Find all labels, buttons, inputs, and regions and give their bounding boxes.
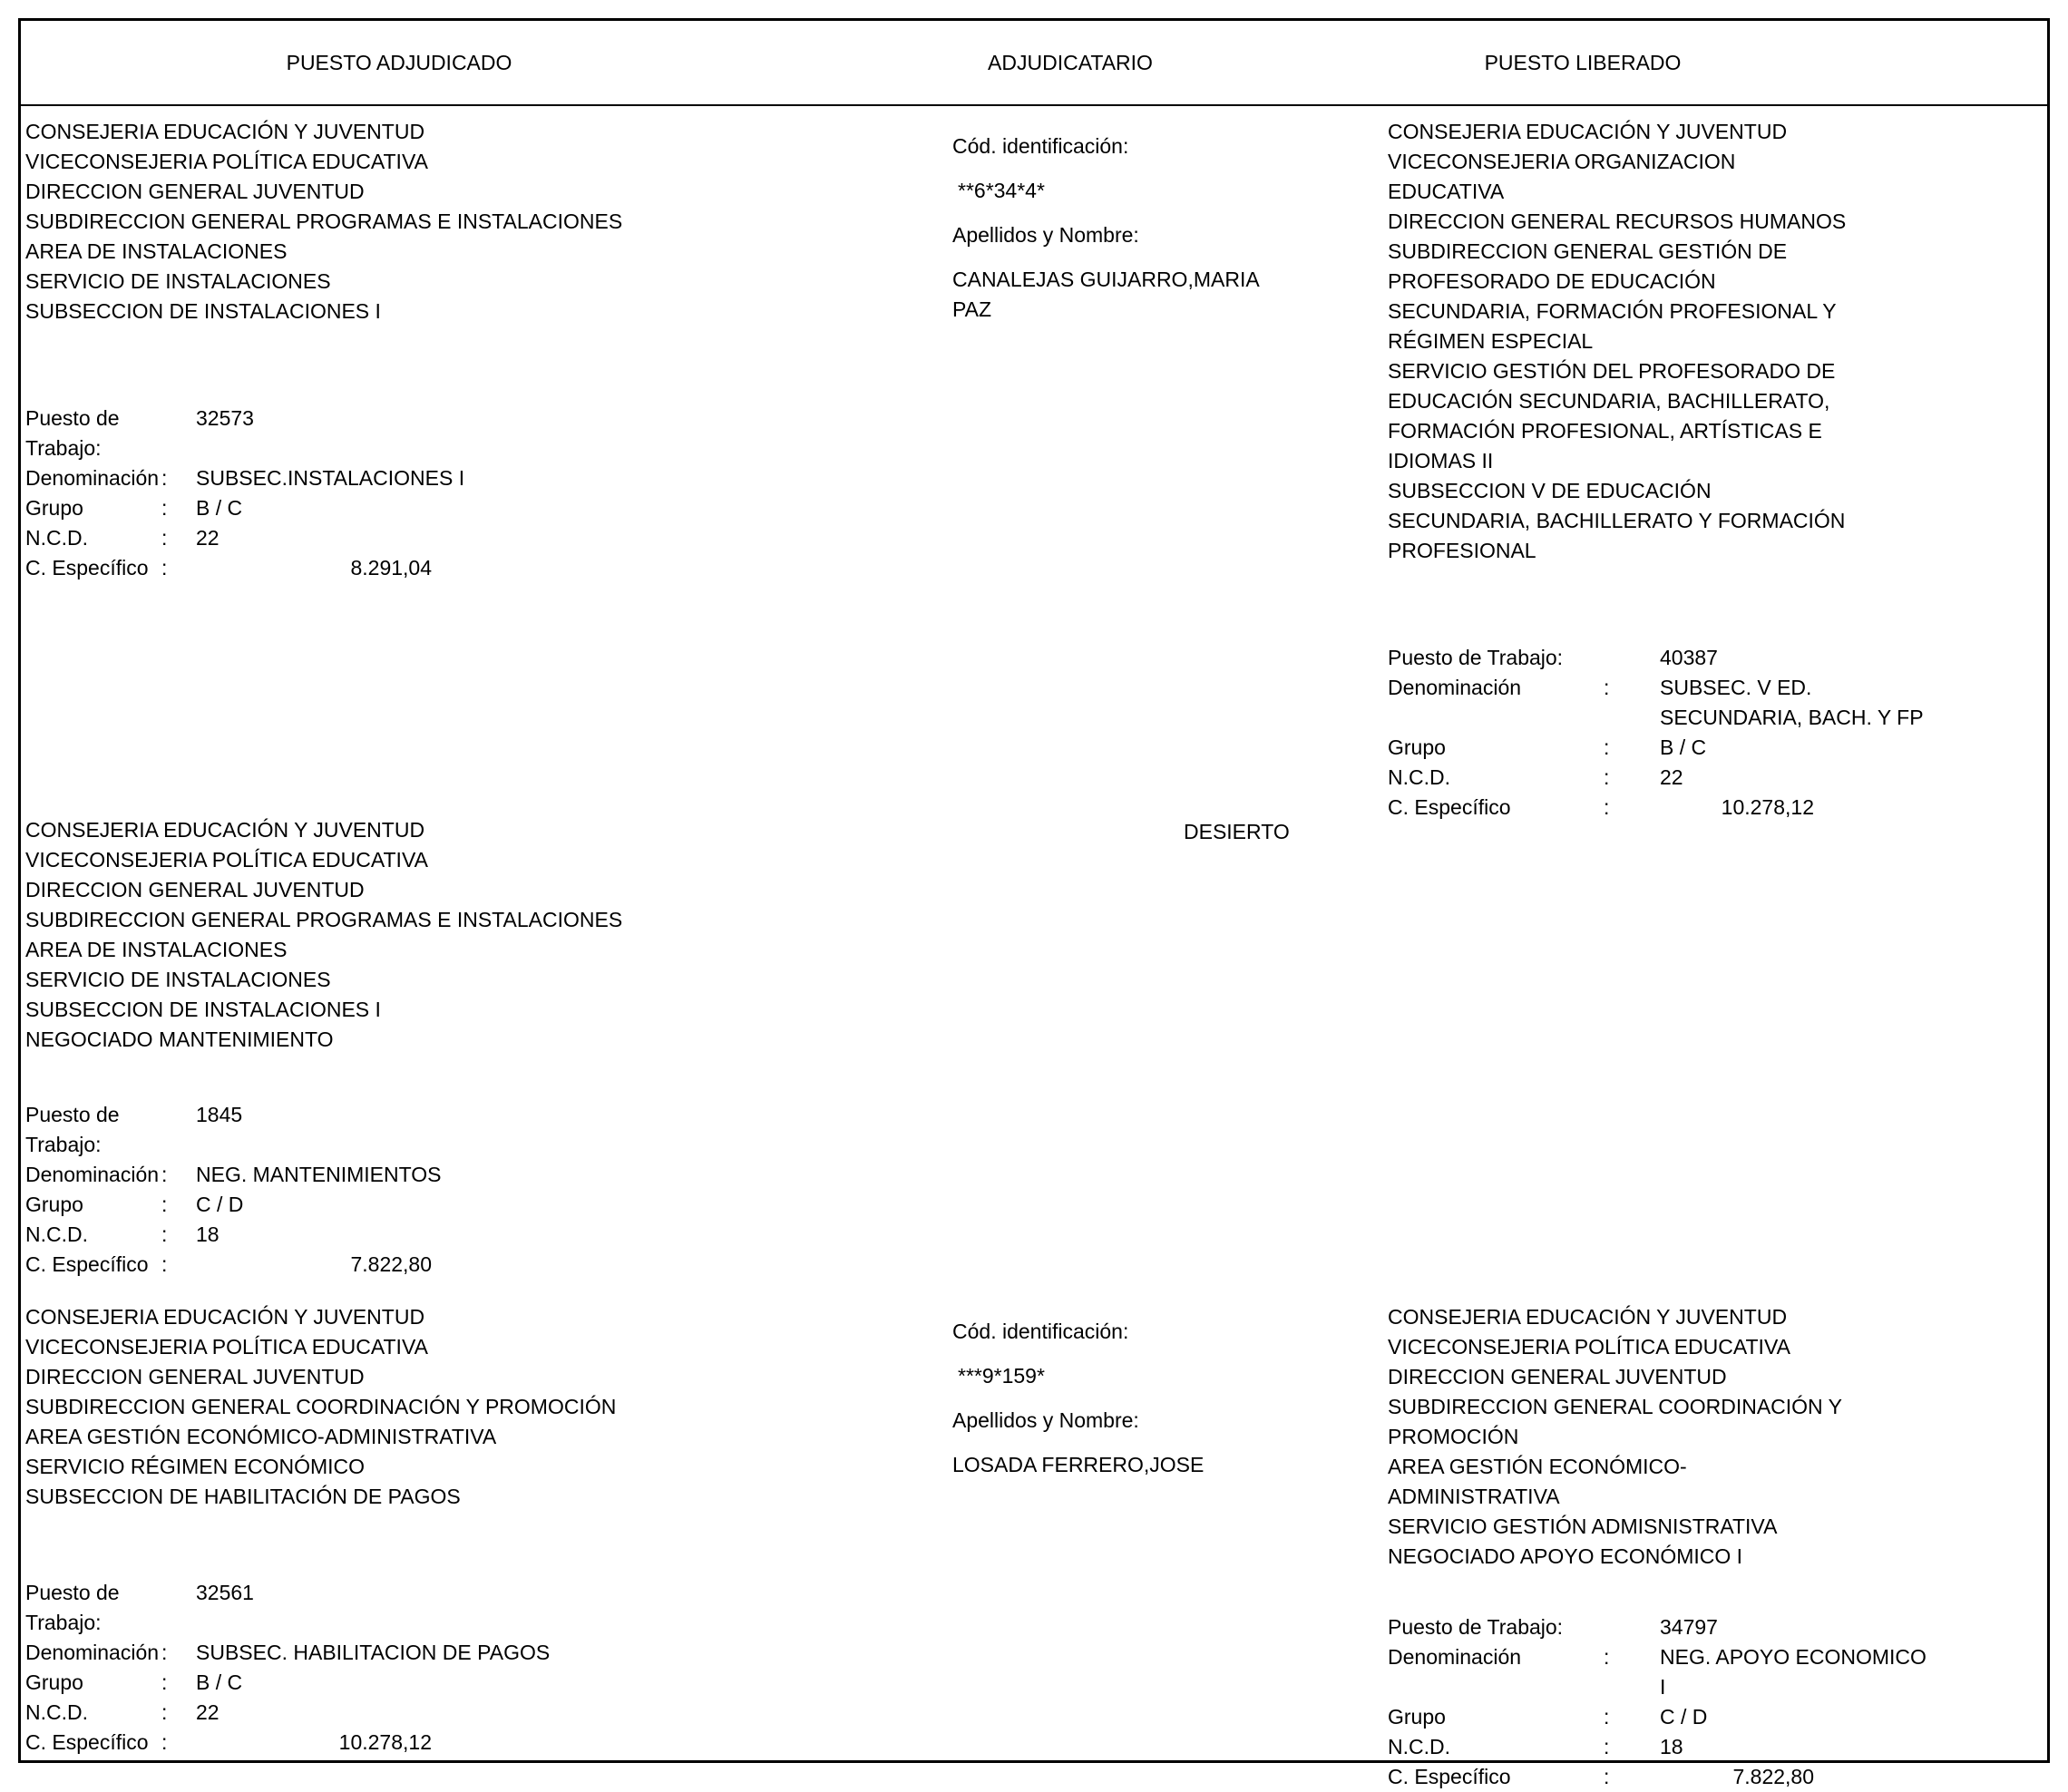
column-header-puesto-liberado: PUESTO LIBERADO xyxy=(1484,51,1682,74)
field-colon: : xyxy=(161,1222,168,1246)
detail-row-denominacion xyxy=(25,463,948,493)
field-colon: : xyxy=(161,526,168,550)
field-colon: : xyxy=(161,1193,168,1216)
document-table xyxy=(18,18,2050,1788)
org-line: VICECONSEJERIA ORGANIZACION EDUCATIVA xyxy=(1388,150,1736,203)
field-label-ncd: N.C.D. xyxy=(1388,1735,1450,1758)
org-line: SUBDIRECCION GENERAL GESTIÓN DE PROFESORADO DE EDUCACIÓN SECUNDARIA, FORMACIÓN PROFESIONAL Y RÉGIMEN ESPECIAL xyxy=(1388,239,1837,353)
field-value-ncd: 22 xyxy=(1660,765,1683,789)
org-line: SUBSECCION DE INSTALACIONES I xyxy=(25,998,381,1021)
detail-row-grupo xyxy=(1388,1702,2047,1732)
details-block xyxy=(25,1578,948,1758)
detail-row-puesto xyxy=(1388,643,2047,673)
cod-identificacion-label: Cód. identificación: xyxy=(952,1320,1129,1343)
field-value-especifico xyxy=(196,1728,948,1758)
field-colon: : xyxy=(161,1641,168,1664)
field-colon: : xyxy=(1604,676,1610,699)
cell-row2-puesto-liberado xyxy=(1383,804,2047,1291)
cell-row3-puesto-adjudicado xyxy=(21,1291,948,1792)
field-colon: : xyxy=(1604,1645,1610,1669)
apellidos-nombre-value: LOSADA FERRERO,JOSE xyxy=(952,1453,1205,1476)
field-label-denominacion: Denominación xyxy=(1388,1645,1522,1669)
column-header-puesto-adjudicado: PUESTO ADJUDICADO xyxy=(286,51,512,74)
field-label-grupo: Grupo xyxy=(1388,735,1446,759)
field-label-puesto: Puesto de Trabajo: xyxy=(1388,1615,1564,1639)
field-value-ncd: 22 xyxy=(196,1700,219,1724)
field-label-especifico: C. Específico xyxy=(1388,1765,1511,1788)
detail-row-especifico xyxy=(25,1250,948,1280)
cell-row1-puesto-adjudicado xyxy=(21,106,948,804)
field-value-denominacion: SUBSEC.INSTALACIONES I xyxy=(196,466,465,490)
org-line: AREA DE INSTALACIONES xyxy=(25,239,288,263)
org-hierarchy xyxy=(25,1302,948,1512)
org-line: SUBDIRECCION GENERAL COORDINACIÓN Y PROMOCIÓN xyxy=(1388,1395,1842,1448)
org-line: SUBSECCION V DE EDUCACIÓN SECUNDARIA, BACHILLERATO Y FORMACIÓN PROFESIONAL xyxy=(1388,479,1846,562)
field-colon: : xyxy=(161,1252,168,1276)
field-value-grupo: C / D xyxy=(196,1193,244,1216)
field-label-grupo: Grupo xyxy=(25,496,83,520)
field-value-ncd: 18 xyxy=(196,1222,219,1246)
field-label-puesto: Puesto de Trabajo: xyxy=(25,1581,120,1634)
org-line: SUBSECCION DE INSTALACIONES I xyxy=(25,299,381,323)
cell-row3-puesto-liberado xyxy=(1383,1291,2047,1792)
org-line: NEGOCIADO MANTENIMIENTO xyxy=(25,1027,334,1051)
field-value-ncd: 18 xyxy=(1660,1735,1683,1758)
field-colon: : xyxy=(161,1670,168,1694)
field-label-puesto: Puesto de Trabajo: xyxy=(1388,646,1564,669)
field-value-denominacion: NEG. MANTENIMIENTOS xyxy=(196,1163,442,1186)
cod-identificacion-label: Cód. identificación: xyxy=(952,134,1129,158)
org-line: VICECONSEJERIA POLÍTICA EDUCATIVA xyxy=(25,150,428,173)
field-colon: : xyxy=(1604,1705,1610,1729)
details-block xyxy=(1388,1612,2047,1792)
detail-row-puesto xyxy=(25,404,948,463)
money-value: 8.291,04 xyxy=(350,556,432,579)
field-colon: : xyxy=(161,1730,168,1754)
field-value-puesto: 32573 xyxy=(196,406,254,430)
org-line: SERVICIO DE INSTALACIONES xyxy=(25,269,331,293)
field-label-puesto: Puesto de Trabajo: xyxy=(25,1103,120,1156)
detail-row-denominacion xyxy=(1388,1642,2047,1702)
detail-row-puesto xyxy=(25,1100,948,1160)
org-line: SERVICIO DE INSTALACIONES xyxy=(25,968,331,991)
org-hierarchy xyxy=(25,117,948,326)
org-line: DIRECCION GENERAL RECURSOS HUMANOS xyxy=(1388,209,1847,233)
detail-row-ncd xyxy=(25,523,948,553)
cell-row3-adjudicatario xyxy=(948,1291,1383,1792)
field-value-especifico xyxy=(1660,1762,1927,1792)
desierto-status: DESIERTO xyxy=(1184,820,1290,843)
detail-row-grupo xyxy=(1388,733,2047,763)
field-colon: : xyxy=(1604,735,1610,759)
field-value-grupo: B / C xyxy=(196,1670,243,1694)
detail-row-ncd xyxy=(1388,1732,2047,1762)
org-line: SUBDIRECCION GENERAL PROGRAMAS E INSTALACIONES xyxy=(25,908,623,931)
field-colon: : xyxy=(161,1700,168,1724)
org-line: CONSEJERIA EDUCACIÓN Y JUVENTUD xyxy=(25,120,425,143)
field-label-especifico: C. Específico xyxy=(25,556,149,579)
org-line: SUBDIRECCION GENERAL PROGRAMAS E INSTALACIONES xyxy=(25,209,623,233)
column-header-adjudicatario: ADJUDICATARIO xyxy=(988,51,1153,74)
field-value-puesto: 34797 xyxy=(1660,1615,1718,1639)
org-line: CONSEJERIA EDUCACIÓN Y JUVENTUD xyxy=(25,818,425,842)
org-line: CONSEJERIA EDUCACIÓN Y JUVENTUD xyxy=(1388,120,1788,143)
detail-row-ncd xyxy=(25,1698,948,1728)
detail-row-denominacion xyxy=(1388,673,2047,733)
field-value-especifico xyxy=(196,553,948,583)
table-body xyxy=(21,106,2047,1788)
detail-row-grupo xyxy=(25,1668,948,1698)
org-line: CONSEJERIA EDUCACIÓN Y JUVENTUD xyxy=(1388,1305,1788,1329)
field-colon: : xyxy=(1604,765,1610,789)
field-label-grupo: Grupo xyxy=(25,1193,83,1216)
org-line: DIRECCION GENERAL JUVENTUD xyxy=(1388,1365,1727,1388)
org-line: DIRECCION GENERAL JUVENTUD xyxy=(25,878,365,901)
field-label-especifico: C. Específico xyxy=(1388,795,1511,819)
field-label-ncd: N.C.D. xyxy=(25,1222,88,1246)
org-line: NEGOCIADO APOYO ECONÓMICO I xyxy=(1388,1544,1743,1568)
field-label-ncd: N.C.D. xyxy=(25,1700,88,1724)
field-label-puesto: Puesto de Trabajo: xyxy=(25,406,120,460)
org-hierarchy xyxy=(1388,117,1855,566)
field-colon: : xyxy=(161,556,168,579)
apellidos-nombre-value: CANALEJAS GUIJARRO,MARIA PAZ xyxy=(952,268,1259,321)
detail-row-puesto xyxy=(25,1578,948,1638)
org-line: AREA GESTIÓN ECONÓMICO-ADMINISTRATIVA xyxy=(25,1425,497,1448)
field-colon: : xyxy=(1604,1735,1610,1758)
field-value-puesto: 40387 xyxy=(1660,646,1718,669)
cell-row2-adjudicatario xyxy=(948,804,1383,1291)
org-line: DIRECCION GENERAL JUVENTUD xyxy=(25,1365,365,1388)
org-hierarchy xyxy=(25,815,948,1055)
field-label-ncd: N.C.D. xyxy=(1388,765,1450,789)
org-line: SERVICIO GESTIÓN DEL PROFESORADO DE EDUCACIÓN SECUNDARIA, BACHILLERATO, FORMACIÓN PROFESIONAL, ARTÍSTICAS E IDIOMAS II xyxy=(1388,359,1836,472)
table-header-row xyxy=(21,21,2047,106)
detail-row-especifico xyxy=(25,553,948,583)
field-label-denominacion: Denominación xyxy=(25,466,160,490)
detail-row-ncd xyxy=(25,1220,948,1250)
field-colon: : xyxy=(1604,795,1610,819)
org-line: DIRECCION GENERAL JUVENTUD xyxy=(25,180,365,203)
detail-row-ncd xyxy=(1388,763,2047,793)
field-label-grupo: Grupo xyxy=(1388,1705,1446,1729)
field-label-denominacion: Denominación xyxy=(1388,676,1522,699)
field-value-grupo: C / D xyxy=(1660,1705,1708,1729)
field-colon: : xyxy=(161,466,168,490)
field-value-denominacion: NEG. APOYO ECONOMICO I xyxy=(1660,1645,1927,1699)
field-colon: : xyxy=(1604,1765,1610,1788)
apellidos-nombre-label: Apellidos y Nombre: xyxy=(952,223,1139,247)
org-line: VICECONSEJERIA POLÍTICA EDUCATIVA xyxy=(1388,1335,1790,1359)
details-block xyxy=(25,1100,948,1280)
org-line: AREA DE INSTALACIONES xyxy=(25,938,288,961)
field-value-denominacion: SUBSEC. HABILITACION DE PAGOS xyxy=(196,1641,551,1664)
org-line: SUBSECCION DE HABILITACIÓN DE PAGOS xyxy=(25,1485,461,1508)
cod-identificacion-value: ***9*159* xyxy=(958,1364,1045,1388)
field-label-especifico: C. Específico xyxy=(25,1730,149,1754)
detail-row-denominacion xyxy=(25,1160,948,1190)
org-line: SERVICIO RÉGIMEN ECONÓMICO xyxy=(25,1455,366,1478)
detail-row-especifico xyxy=(25,1728,948,1758)
org-line: VICECONSEJERIA POLÍTICA EDUCATIVA xyxy=(25,1335,428,1359)
details-block xyxy=(1388,643,2047,823)
cell-row1-puesto-liberado xyxy=(1383,106,2047,819)
field-value-ncd: 22 xyxy=(196,526,219,550)
field-value-grupo: B / C xyxy=(196,496,243,520)
org-line: AREA GESTIÓN ECONÓMICO-ADMINISTRATIVA xyxy=(1388,1455,1687,1508)
field-value-denominacion: SUBSEC. V ED. SECUNDARIA, BACH. Y FP xyxy=(1660,676,1924,729)
field-value-grupo: B / C xyxy=(1660,735,1707,759)
org-line: SUBDIRECCION GENERAL COORDINACIÓN Y PROMOCIÓN xyxy=(25,1395,617,1418)
org-line: VICECONSEJERIA POLÍTICA EDUCATIVA xyxy=(25,848,428,872)
money-value: 7.822,80 xyxy=(1732,1765,1814,1788)
field-value-puesto: 32561 xyxy=(196,1581,254,1604)
field-label-ncd: N.C.D. xyxy=(25,526,88,550)
detail-row-puesto xyxy=(1388,1612,2047,1642)
field-label-especifico: C. Específico xyxy=(25,1252,149,1276)
field-label-denominacion: Denominación xyxy=(25,1163,160,1186)
field-value-especifico xyxy=(196,1250,948,1280)
cell-row1-adjudicatario xyxy=(948,106,1383,804)
detail-row-grupo xyxy=(25,493,948,523)
money-value: 7.822,80 xyxy=(350,1252,432,1276)
money-value: 10.278,12 xyxy=(1721,795,1814,819)
field-colon: : xyxy=(161,496,168,520)
detail-row-especifico xyxy=(1388,1762,2047,1792)
cell-row2-puesto-adjudicado xyxy=(21,804,948,1291)
apellidos-nombre-label: Apellidos y Nombre: xyxy=(952,1408,1139,1432)
field-label-grupo: Grupo xyxy=(25,1670,83,1694)
detail-row-denominacion xyxy=(25,1638,948,1668)
org-hierarchy xyxy=(1388,1302,1855,1572)
cod-identificacion-value: **6*34*4* xyxy=(958,179,1045,202)
field-colon: : xyxy=(161,1163,168,1186)
detail-row-grupo xyxy=(25,1190,948,1220)
field-label-denominacion: Denominación xyxy=(25,1641,160,1664)
details-block xyxy=(25,404,948,583)
org-line: CONSEJERIA EDUCACIÓN Y JUVENTUD xyxy=(25,1305,425,1329)
field-value-puesto: 1845 xyxy=(196,1103,243,1126)
money-value: 10.278,12 xyxy=(338,1730,432,1754)
org-line: SERVICIO GESTIÓN ADMISNISTRATIVA xyxy=(1388,1514,1778,1538)
